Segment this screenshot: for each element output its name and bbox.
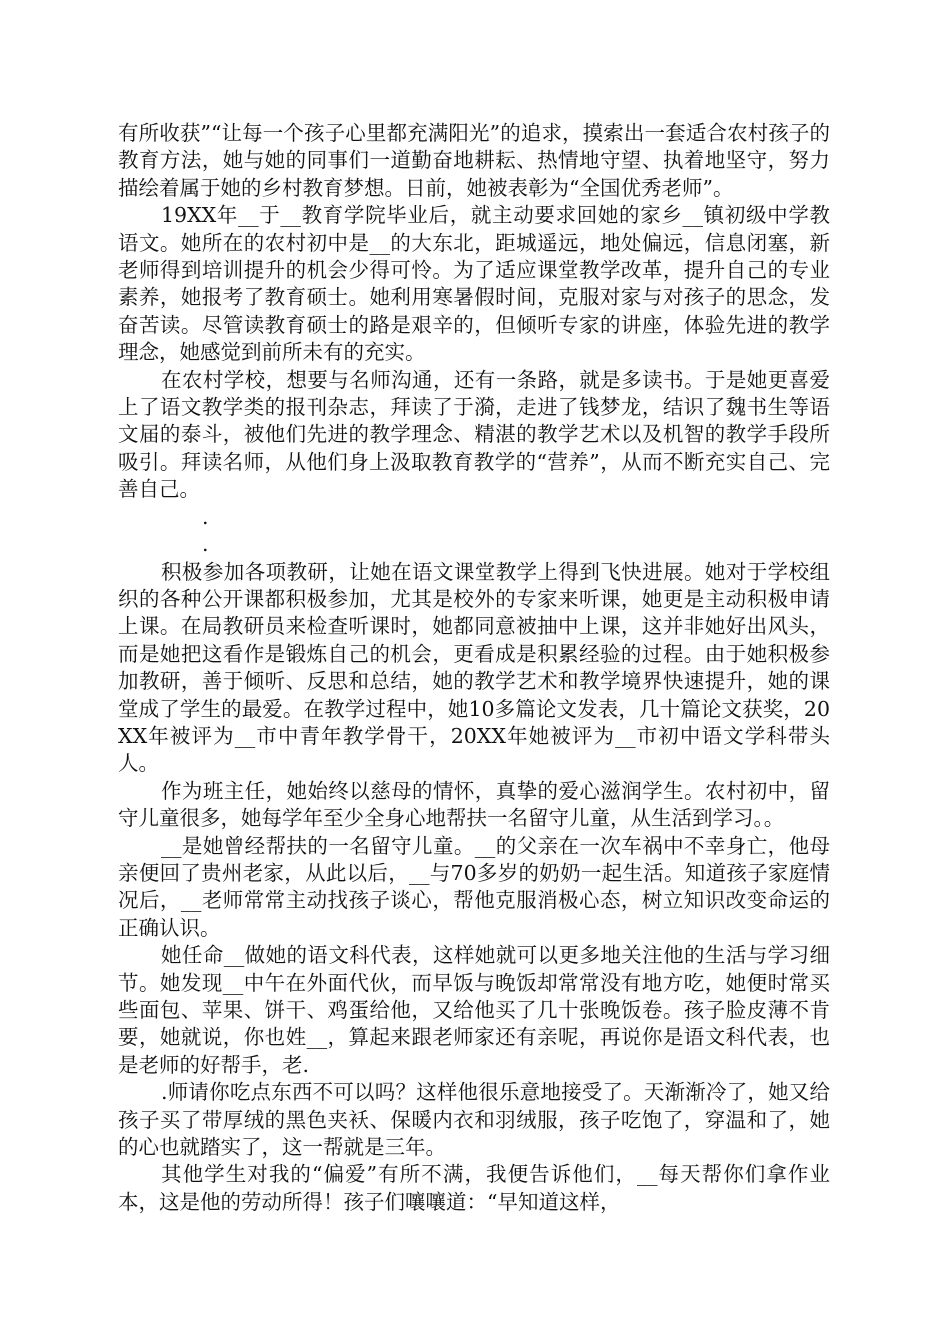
paragraph: 作为班主任，她始终以慈母的情怀，真挚的爱心滋润学生。农村初中，留守儿童很多，她每学年至少全身心地帮扶一名留守儿童，从生活到学习。。: [118, 778, 830, 831]
paragraph: 她任命__做她的语文科代表，这样她就可以更多地关注他的生活与学习细节。她发现__中午在外面代伙，而早饭与晚饭却常常没有地方吃，她便时常买些面包、苹果、饼干、鸡蛋给他，又给他买了几十张晚饭卷。孩子脸皮薄不肯要，她就说，你也姓__，算起来跟老师家还有亲呢，再说你是语文科代表，也是老师的好帮手，老.: [118, 943, 830, 1077]
document-body: [118, 120, 830, 1216]
paragraph: __是她曾经帮扶的一名留守儿童。__的父亲在一次车祸中不幸身亡，他母亲便回了贵州老家，从此以后，__与70多岁的奶奶一起生活。知道孩子家庭情况后，__老师常常主动找孩子谈心，帮他克服消极心态，树立知识改变命运的正确认识。: [118, 833, 830, 940]
paragraph: 19XX年__于__教育学院毕业后，就主动要求回她的家乡__镇初级中学教语文。她所在的农村初中是__的大东北，距城遥远，地处偏远，信息闭塞，新老师得到培训提升的机会少得可怜。为了适应课堂教学改革，提升自己的专业素养，她报考了教育硕士。她利用寒暑假时间，克服对家与对孩子的思念，发奋苦读。尽管读教育硕士的路是艰辛的，但倾听专家的讲座，体验先进的教学理念，她感觉到前所未有的充实。: [118, 203, 830, 365]
dot-separator: .: [202, 504, 209, 529]
paragraph: 有所收获”“让每一个孩子心里都充满阳光”的追求，摸索出一套适合农村孩子的教育方法，她与她的同事们一道勤奋地耕耘、热情地守望、执着地坚守，努力描绘着属于她的乡村教育梦想。日前，她被表彰为“全国优秀老师”。: [118, 121, 830, 200]
paragraph: 积极参加各项教研，让她在语文课堂教学上得到飞快进展。她对于学校组织的各种公开课都积极参加，尤其是校外的专家来听课，她更是主动积极申请上课。在局教研员来检查听课时，她都同意被抽中上课，这并非她好出风头，而是她把这看作是锻炼自己的机会，更看成是积累经验的过程。由于她积极参加教研，善于倾听、反思和总结，她的教学艺术和教学境界快速提升，她的课堂成了学生的最爱。在教学过程中，她10多篇论文发表，几十篇论文获奖，20XX年被评为__市中青年教学骨干，20XX年她被评为__市初中语文学科带头人。: [118, 559, 830, 776]
paragraph: .师请你吃点东西不可以吗？这样他很乐意地接受了。天渐渐冷了，她又给孩子买了带厚绒的黑色夹袄、保暖内衣和羽绒服，孩子吃饱了，穿温和了，她的心也就踏实了，这一帮就是三年。: [118, 1080, 830, 1160]
dot-separator: .: [202, 532, 209, 557]
paragraph: 在农村学校，想要与名师沟通，还有一条路，就是多读书。于是她更喜爱上了语文教学类的报刊杂志，拜读了于漪，走进了钱梦龙，结识了魏书生等语文届的泰斗，被他们先进的教学理念、精湛的教学艺术以及机智的教学手段所吸引。拜读名师，从他们身上汲取教育教学的“营养”，从而不断充实自己、完善自己。: [118, 367, 830, 502]
paragraph: 其他学生对我的“偏爱”有所不满，我便告诉他们，__每天帮你们拿作业本，这是他的劳动所得！孩子们嚷嚷道：“早知道这样，: [118, 1162, 830, 1214]
